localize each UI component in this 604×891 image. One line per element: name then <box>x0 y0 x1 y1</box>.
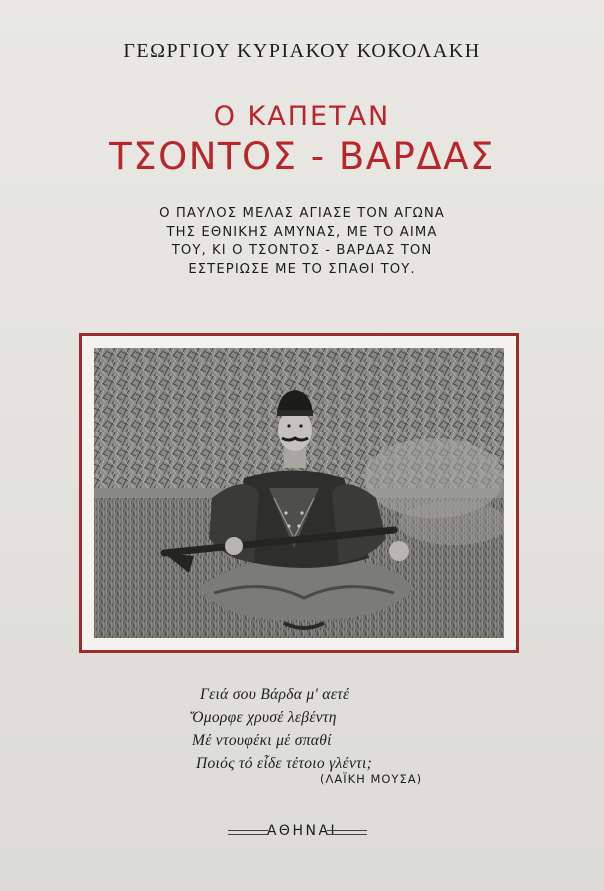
title-line-2: ΤΣΟΝΤΟΣ - ΒΑΡΔΑΣ <box>109 135 495 178</box>
author-name: ΓΕΩΡΓΙΟΥ ΚΥΡΙΑΚΟΥ ΚΟΚΟΛΑΚΗ <box>123 40 481 62</box>
poem-credit: (ΛΑΪΚΗ ΜΟΥΣΑ) <box>320 772 423 786</box>
subtitle-line: ΤΟΥ, ΚΙ Ο ΤΣΟΝΤΟΣ - ΒΑΡΔΑΣ ΤΟΝ <box>171 243 433 258</box>
poem-line: Γειά σου Βάρδα μ' αετέ <box>200 686 350 703</box>
title-line-1: Ο ΚΑΠΕΤΑΝ <box>213 101 391 132</box>
poem <box>190 683 450 775</box>
publisher-rule-right <box>327 830 367 835</box>
poem-line: Μέ ντουφέκι μέ σπαθί <box>192 732 332 749</box>
portrait-photo <box>94 348 504 638</box>
subtitle-line: Ο ΠΑΥΛΟΣ ΜΕΛΑΣ ΑΓΙΑΣΕ ΤΟΝ ΑΓΩΝΑ <box>159 206 445 221</box>
poem-line: Ποιός τό εἶδε τέτοιο γλέντι; <box>196 755 373 772</box>
subtitle-line: ΤΗΣ ΕΘΝΙΚΗΣ ΑΜΥΝΑΣ, ΜΕ ΤΟ ΑΙΜΑ <box>166 224 438 240</box>
subtitle-quote <box>80 205 524 279</box>
portrait-photo-frame <box>79 333 519 653</box>
poem-line: Ὄμορφε χρυσέ λεβέντη <box>190 709 337 726</box>
subtitle-line: ΕΣΤΕΡΙΩΣΕ ΜΕ ΤΟ ΣΠΑΘΙ ΤΟΥ. <box>188 261 416 277</box>
publisher-city: ΑΘΗΝΑΙ <box>266 823 338 839</box>
